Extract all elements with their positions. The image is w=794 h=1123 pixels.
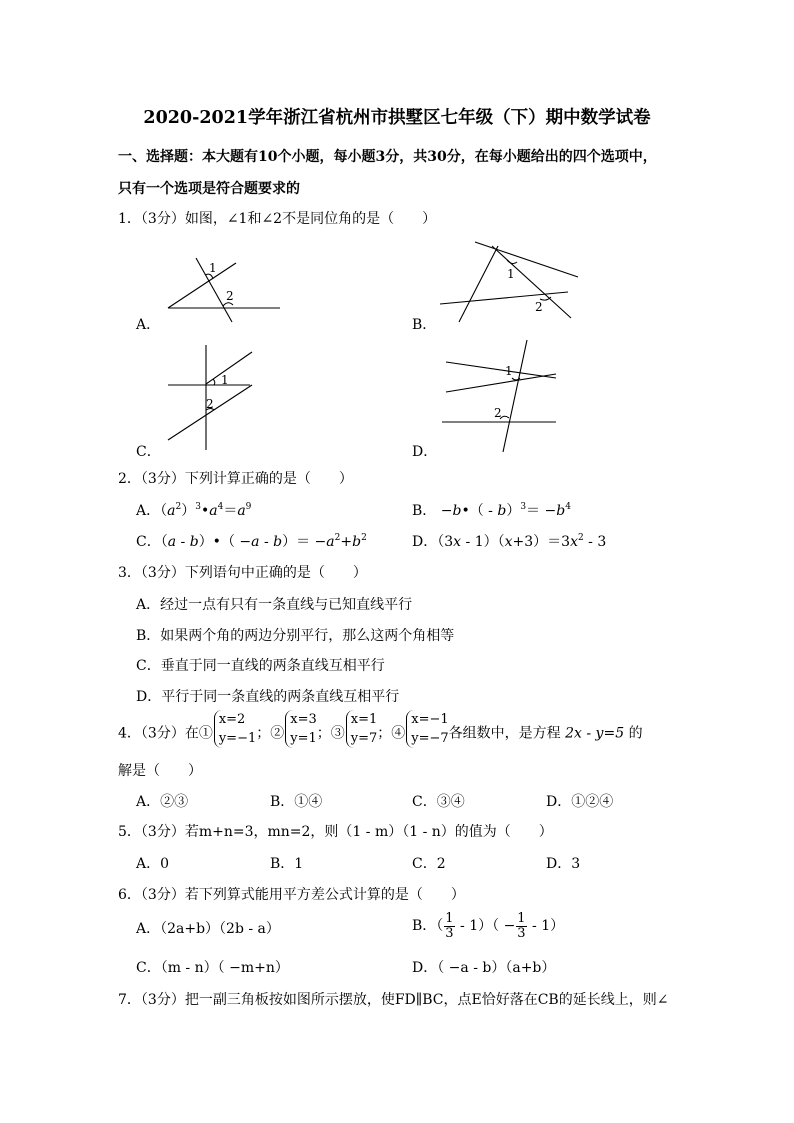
q1d-transversal-line xyxy=(503,340,527,452)
q5-option-c: C．2 xyxy=(412,856,446,872)
q1d-angle2-label: 2 xyxy=(494,406,502,420)
q1c-angle1-arc xyxy=(213,379,215,385)
q4-system-4: x=−1 y=−7 xyxy=(406,710,448,757)
q2-option-a: A．$(a^2)^3•a^4=a^9$ xyxy=(136,502,252,519)
q1-stem: 1．（3分）如图，∠1和∠2不是同位角的是（ ） xyxy=(118,211,437,227)
q1a-angle2-label: 2 xyxy=(226,289,234,303)
q2-option-d: D．$(3x - 1)(x+3)=3x^2 - 3$ xyxy=(412,533,607,550)
q1a-angle2-arc xyxy=(223,303,233,306)
q1c-angle1-label: 1 xyxy=(221,373,229,387)
q3-option-b: B．如果两个角的两边分别平行，那么这两个角相等 xyxy=(136,628,455,644)
q1-option-c-label: C． xyxy=(136,444,161,460)
q4-option-c: C．③④ xyxy=(412,794,465,810)
q1d-middle-line xyxy=(446,374,556,392)
page-title: 2020-2021学年浙江省杭州市拱墅区七年级（下）期中数学试卷 xyxy=(143,108,651,128)
q2-stem: 2．（3分）下列计算正确的是（ ） xyxy=(118,471,353,487)
q1-option-b-label: B． xyxy=(412,317,437,333)
q1b-top-line xyxy=(475,242,578,277)
section-heading-line2: 只有一个选项是符合题要求的 xyxy=(118,181,300,197)
q1a-angle1-label: 1 xyxy=(209,261,217,275)
q2-option-b: B． −b•（ - $b)^3= -b^4$ xyxy=(412,502,571,519)
q1c-angle2-label: 2 xyxy=(206,397,214,411)
q6b-fraction-1: $\frac{1}{3}$ xyxy=(445,910,454,941)
q1-option-a-label: A． xyxy=(136,317,161,333)
section-heading-line1: 一、选择题：本大题有10个小题，每小题3分，共30分，在每小题给出的四个选项中， xyxy=(118,149,657,165)
q4-system-1: x=2 y=−1 xyxy=(214,710,256,757)
q4-stem: 4．（3分）在①x=2 y=−1；②x=3 y=1；③x=1 y=7；④x=−1 y=−7各组数中，是方程 2x - y=5 的 xyxy=(118,710,643,757)
q7-stem: 7．（3分）把一副三角板按如图所示摆放，使FD∥BC，点E恰好落在CB的延长线上，则∠ xyxy=(118,992,669,1008)
q4-option-a: A．②③ xyxy=(136,794,189,810)
q2-option-c: C．（a - b）•（ $-a - b)= -a^2+b^2$ xyxy=(136,533,367,550)
q1b-angle1-label: 1 xyxy=(507,267,515,281)
q3-option-a: A．经过一点有只有一条直线与已知直线平行 xyxy=(136,597,413,613)
q1b-left-line xyxy=(459,246,498,322)
q1-option-d-label: D． xyxy=(412,444,438,460)
q5-option-b: B．1 xyxy=(270,856,304,872)
q6-stem: 6．（3分）若下列算式能用平方差公式计算的是（ ） xyxy=(118,887,465,903)
q6b-fraction-2: $\frac{1}{3}$ xyxy=(517,910,526,941)
q5-stem: 5．（3分）若m+n=3，mn=2，则（1 - m）（1 - n）的值为（ ） xyxy=(118,824,553,840)
q1c-diagonal-line xyxy=(168,385,252,440)
q6-option-c: C．（m - n）（ −m+n） xyxy=(136,960,289,976)
q4-system-3: x=1 y=7 xyxy=(346,710,378,757)
q3-stem: 3．（3分）下列语句中正确的是（ ） xyxy=(118,565,367,581)
q1d-top-line xyxy=(446,362,556,378)
q5-option-a: A．0 xyxy=(136,856,170,872)
q4-option-d: D．①②④ xyxy=(546,794,614,810)
q3-option-c: C．垂直于同一直线的两条直线互相平行 xyxy=(136,658,385,674)
q4-stem-line2: 解是（ ） xyxy=(118,763,202,779)
q1b-right-line xyxy=(492,246,571,318)
q1b-angle2-label: 2 xyxy=(535,300,543,314)
q4-option-b: B．①④ xyxy=(270,794,323,810)
q5-option-d: D．3 xyxy=(546,856,581,872)
q4-system-2: x=3 y=1 xyxy=(285,710,317,757)
q6-option-a: A．（2a+b）（2b - a） xyxy=(136,921,280,937)
q4-equation: 2x - y=5 xyxy=(565,725,625,742)
q3-option-d: D．平行于同一条直线的两条直线互相平行 xyxy=(136,689,400,705)
q6-option-b: B．（ $\frac{1}{3}$ - 1）（ − $\frac{1}{3}$ - 1） xyxy=(412,910,565,941)
q6-option-d: D．（ −a - b）（a+b） xyxy=(412,960,556,976)
q1d-angle1-label: 1 xyxy=(505,364,513,378)
